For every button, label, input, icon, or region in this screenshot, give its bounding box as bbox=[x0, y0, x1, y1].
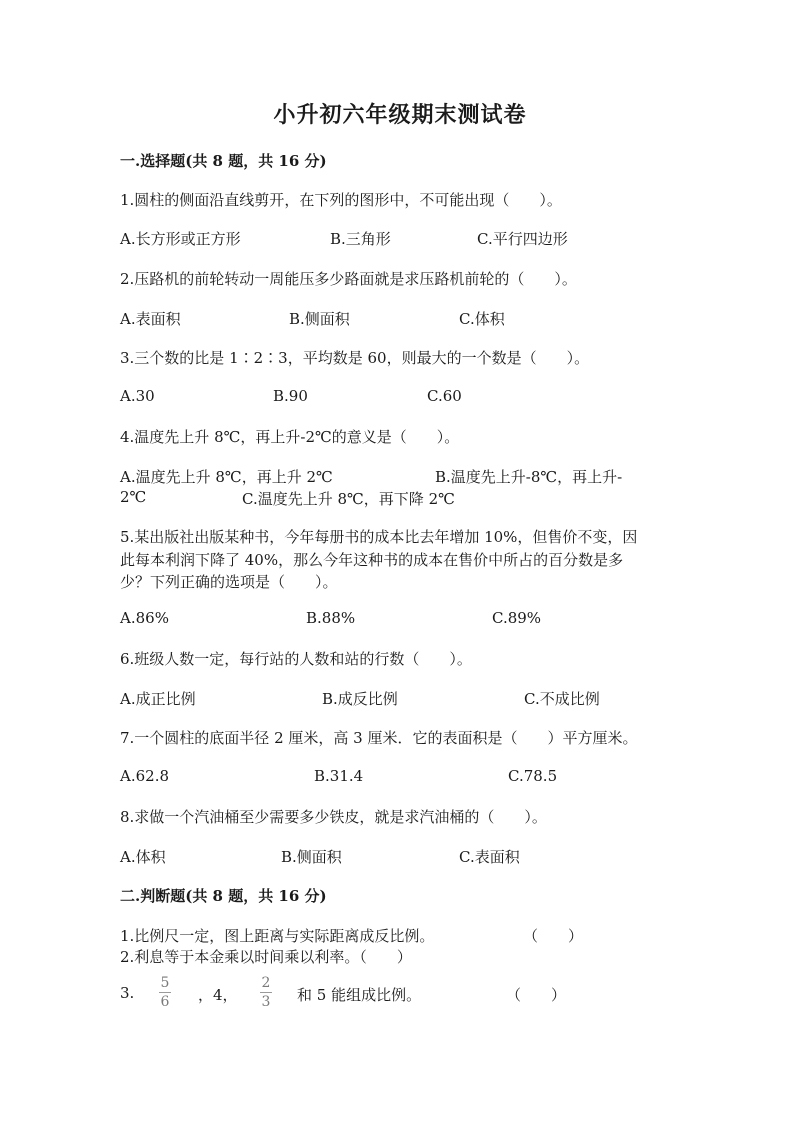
fraction-numerator: 5 bbox=[160, 975, 170, 991]
option-5b: B.88% bbox=[306, 609, 356, 627]
option-5c: C.89% bbox=[492, 609, 542, 627]
option-1c: C.平行四边形 bbox=[477, 230, 568, 248]
question-1: 1.圆柱的侧面沿直线剪开，在下列的图形中，不可能出现（ ）。 bbox=[120, 191, 562, 209]
question-2: 2.压路机的前轮转动一周能压多少路面就是求压路机前轮的（ ）。 bbox=[120, 270, 577, 288]
option-4a: A.温度先上升 8℃，再上升 2℃ bbox=[120, 468, 333, 486]
fraction-two-thirds bbox=[260, 975, 272, 1010]
option-6a: A.成正比例 bbox=[120, 690, 196, 708]
judgement-1-bracket: （ ） bbox=[523, 927, 584, 945]
option-7c: C.78.5 bbox=[508, 767, 558, 785]
question-7: 7.一个圆柱的底面半径 2 厘米，高 3 厘米．它的表面积是（ ）平方厘米。 bbox=[120, 729, 638, 747]
option-4c: C.温度先上升 8℃，再下降 2℃ bbox=[242, 490, 455, 508]
option-4b-continued: 2℃ bbox=[120, 488, 147, 506]
option-6c: C.不成比例 bbox=[524, 690, 600, 708]
option-2b: B.侧面积 bbox=[289, 310, 350, 328]
option-2a: A.表面积 bbox=[120, 310, 181, 328]
question-4: 4.温度先上升 8℃，再上升-2℃的意义是（ ）。 bbox=[120, 428, 460, 446]
fraction-five-sixths bbox=[159, 975, 171, 1010]
option-8c: C.表面积 bbox=[459, 848, 520, 866]
option-3a: A.30 bbox=[120, 387, 155, 405]
judgement-3-middle: ，4， bbox=[198, 986, 238, 1004]
option-8a: A.体积 bbox=[120, 848, 166, 866]
option-2c: C.体积 bbox=[459, 310, 505, 328]
option-1b: B.三角形 bbox=[330, 230, 391, 248]
judgement-3-prefix: 3. bbox=[120, 984, 135, 1002]
option-1a: A.长方形或正方形 bbox=[120, 230, 241, 248]
question-5-line-2: 此每本利润下降了 40%，那么今年这种书的成本在售价中所占的百分数是多 bbox=[120, 551, 624, 569]
fraction-bar bbox=[260, 992, 272, 993]
fraction-denominator: 6 bbox=[160, 994, 170, 1010]
fraction-numerator: 2 bbox=[261, 975, 271, 991]
question-8: 8.求做一个汽油桶至少需要多少铁皮，就是求汽油桶的（ ）。 bbox=[120, 808, 547, 826]
judgement-1: 1.比例尺一定，图上距离与实际距离成反比例。 bbox=[120, 927, 435, 945]
judgement-3-suffix: 和 5 能组成比例。 bbox=[297, 986, 422, 1004]
judgement-3-bracket: （ ） bbox=[506, 986, 567, 1004]
option-6b: B.成反比例 bbox=[322, 690, 398, 708]
option-3b: B.90 bbox=[273, 387, 308, 405]
page-title: 小升初六年级期末测试卷 bbox=[273, 102, 527, 128]
fraction-denominator: 3 bbox=[261, 994, 271, 1010]
option-5a: A.86% bbox=[120, 609, 169, 627]
option-4b: B.温度先上升-8℃，再上升- bbox=[435, 468, 623, 486]
question-6: 6.班级人数一定，每行站的人数和站的行数（ ）。 bbox=[120, 650, 472, 668]
question-5-line-3: 少？下列正确的选项是（ ）。 bbox=[120, 573, 338, 591]
option-3c: C.60 bbox=[427, 387, 462, 405]
section-heading-judgement: 二.判断题(共 8 题，共 16 分) bbox=[120, 887, 327, 905]
option-7a: A.62.8 bbox=[120, 767, 169, 785]
fraction-bar bbox=[159, 992, 171, 993]
option-8b: B.侧面积 bbox=[281, 848, 342, 866]
question-3: 3.三个数的比是 1∶2∶3，平均数是 60，则最大的一个数是（ ）。 bbox=[120, 349, 590, 367]
section-heading-choice: 一.选择题(共 8 题，共 16 分) bbox=[120, 152, 327, 170]
judgement-2: 2.利息等于本金乘以时间乘以利率。（ ） bbox=[120, 948, 412, 966]
question-5-line-1: 5.某出版社出版某种书，今年每册书的成本比去年增加 10%，但售价不变，因 bbox=[120, 528, 638, 546]
option-7b: B.31.4 bbox=[314, 767, 364, 785]
